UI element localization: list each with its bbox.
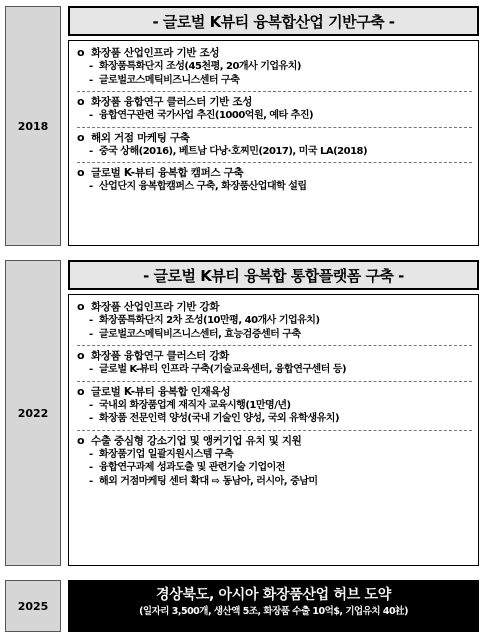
stage-title-text: - 글로벌 K뷰티 융복합 통합플랫폼 구축 -	[143, 266, 404, 285]
final-goal-title: 경상북도, 아시아 화장품산업 허브 도약	[156, 587, 391, 603]
circle-bullet-icon: o	[77, 130, 85, 144]
year-label-2022	[5, 260, 61, 566]
year-text: 2025	[17, 599, 49, 613]
year-text: 2022	[17, 406, 49, 420]
goal-group	[77, 162, 472, 194]
goal-item: - 화장품특화단지 2차 조성(10만평, 40개사 기업유치)	[89, 315, 320, 326]
circle-bullet-icon: o	[77, 384, 85, 398]
stage-title-2018	[68, 6, 479, 36]
stage-title-text: - 글로벌 K뷰티 융복합산업 기반구축 -	[152, 12, 395, 31]
goal-group	[77, 345, 472, 377]
stage-body-2022	[68, 294, 479, 566]
circle-bullet-icon: o	[77, 433, 85, 447]
goal-heading: o 글로벌 K-뷰티 융복합 캠퍼스 구축	[77, 166, 244, 179]
goal-item: - 융합연구과제 성과도출 및 관련기술 기업이전	[89, 462, 285, 473]
goal-group	[77, 91, 472, 123]
goal-item: - 중국 상해(2016), 베트남 다낭·호찌민(2017), 미국 LA(2018)	[89, 145, 368, 157]
goal-item: - 화장품특화단지 조성(45천평, 20개사 기업유치)	[89, 61, 301, 72]
goal-item: - 융합연구관련 국가사업 추진(1000억원, 예타 추진)	[89, 110, 314, 121]
goal-item: - 화장품 전문인력 양성(국내 기술인 양성, 국외 유학생유치)	[89, 413, 340, 424]
year-label-2025	[5, 580, 61, 632]
goal-heading: o 해외 거점 마케팅 구축	[77, 130, 190, 144]
goal-heading: o 수출 중심형 강소기업 및 앵커기업 유치 및 지원	[77, 433, 302, 447]
circle-bullet-icon: o	[77, 95, 85, 108]
goal-item: - 화장품기업 일괄지원시스템 구축	[89, 448, 234, 460]
goal-group	[77, 300, 472, 341]
final-goal-subtitle: (일자리 3,500개, 생산액 5조, 화장품 수출 10억$, 기업유치 40社)	[139, 606, 408, 617]
final-goal-banner	[68, 580, 479, 632]
year-label-2018	[5, 6, 61, 246]
goal-item: - 국내외 화장품업계 재직자 교육시행(1만명/년)	[89, 399, 291, 411]
goal-item: - 글로벌코스메틱비즈니스센터 구축	[89, 74, 240, 86]
circle-bullet-icon: o	[77, 349, 85, 362]
goal-heading: o 화장품 융합연구 클러스터 기반 조성	[77, 95, 253, 108]
stage-title-2022	[68, 260, 479, 290]
goal-heading: o 화장품 산업인프라 기반 조성	[77, 46, 220, 59]
circle-bullet-icon: o	[77, 166, 85, 179]
goal-group	[77, 430, 472, 489]
goal-heading: o 화장품 융합연구 클러스터 강화	[77, 349, 230, 362]
goal-group	[77, 127, 472, 159]
goal-heading: o 글로벌 K-뷰티 융복합 인재육성	[77, 384, 231, 398]
year-text: 2018	[17, 119, 49, 133]
goal-group	[77, 381, 472, 426]
stage-body-2018	[68, 40, 479, 246]
goal-item: - 해외 거점마케팅 센터 확대 ⇨ 동남아, 러시아, 중남미	[89, 475, 318, 487]
goal-item: - 글로벌코스메틱비즈니스센터, 효능검증센터 구축	[89, 328, 301, 340]
circle-bullet-icon: o	[77, 300, 85, 313]
goal-heading: o 화장품 산업인프라 기반 강화	[77, 300, 220, 313]
goal-item: - 산업단지 융복합캠퍼스 구축, 화장품산업대학 설립	[89, 181, 307, 192]
goal-item: - 글로벌 K-뷰티 인프라 구축(기술교육센터, 융합연구센터 등)	[89, 364, 347, 375]
goal-group	[77, 46, 472, 87]
circle-bullet-icon: o	[77, 46, 85, 59]
